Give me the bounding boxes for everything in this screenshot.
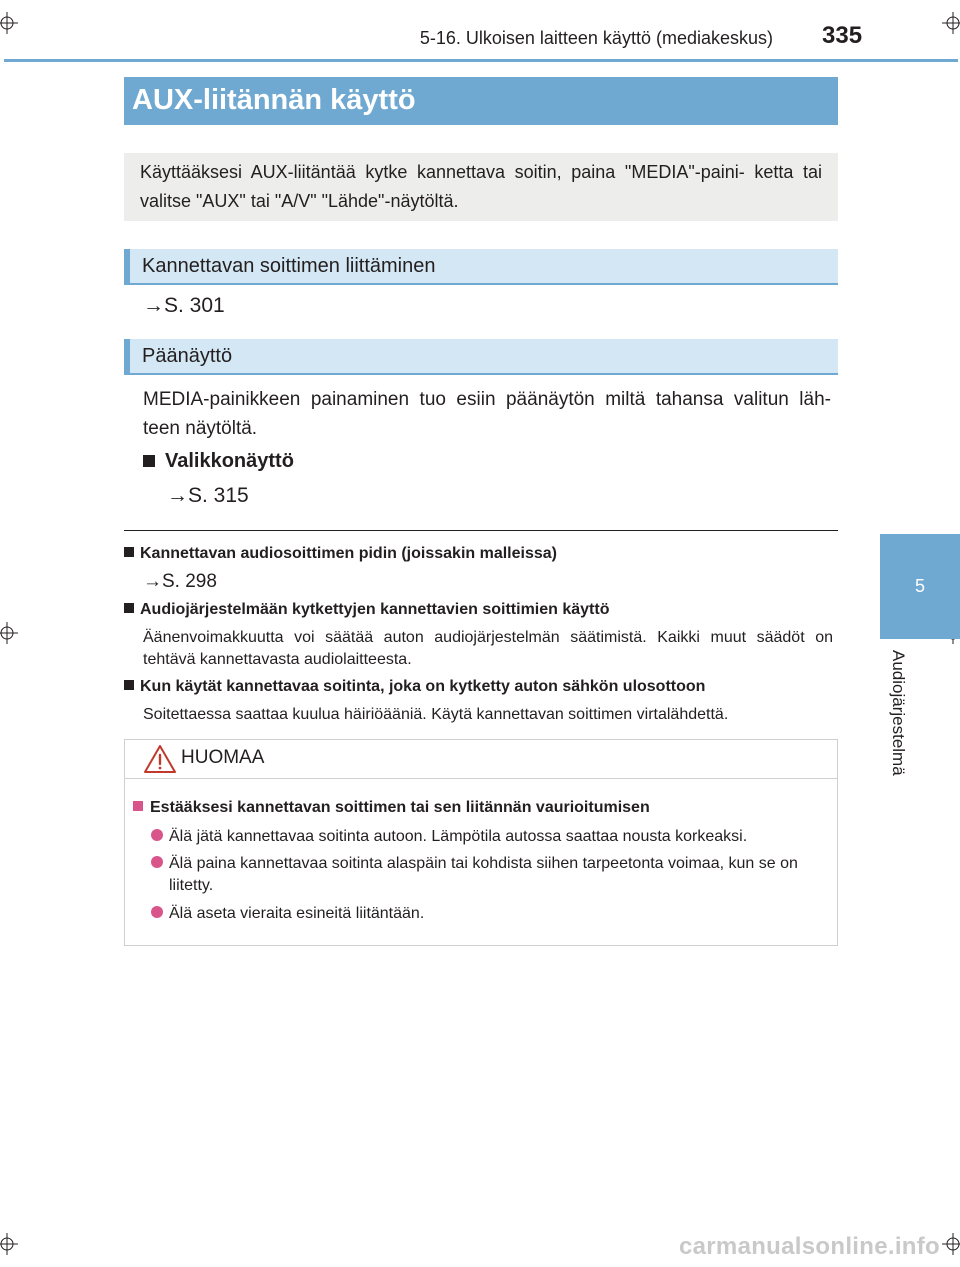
section-heading-main-screen — [124, 339, 838, 375]
page-title: AUX-liitännän käyttö — [132, 84, 416, 116]
chapter-label: Audiojärjestelmä — [889, 650, 908, 776]
crop-mark-top-right — [942, 12, 960, 34]
square-bullet-icon — [124, 680, 134, 690]
bullet-dot-icon — [151, 856, 163, 868]
caution-item: Älä aseta vieraita esineitä liitäntään. — [151, 903, 831, 925]
note-text: Äänenvoimakkuutta voi säätää auton audiojärjestelmän säätimistä. Kaikki muut säädöt on tehtävä kannettavasta audiolaitteesta. — [143, 629, 833, 668]
caution-heading-text: Estääksesi kannettavan soittimen tai sen liitännän vaurioitumisen — [150, 799, 650, 816]
crop-mark-bottom-right — [942, 1233, 960, 1255]
caution-item: Älä jätä kannettavaa soitinta autoon. Lämpötila autossa saattaa nousta korkeaksi. — [151, 826, 831, 848]
watermark: carmanualsonline.info — [679, 1233, 941, 1260]
page-title-bar — [124, 77, 838, 125]
page-reference-link[interactable]: →S. 298 — [143, 571, 217, 592]
bullet-dot-icon — [151, 829, 163, 841]
square-bullet-icon — [124, 547, 134, 557]
square-bullet-icon — [124, 603, 134, 613]
intro-box — [124, 153, 838, 221]
crop-mark-bottom-left — [0, 1233, 18, 1255]
note-heading — [124, 678, 705, 696]
intro-text: Käyttääksesi AUX-liitäntää kytke kannettava soitin, paina "MEDIA"-paini- ketta tai valitse "AUX" tai "A/V" "Lähde"-näytöltä. — [140, 162, 822, 211]
page-reference-link[interactable]: →S. 301 — [143, 294, 225, 317]
caution-label: HUOMAA — [181, 747, 265, 768]
caution-header — [125, 740, 837, 779]
section-heading-connect — [124, 249, 838, 285]
note-heading — [124, 545, 557, 563]
note-heading-text: Audiojärjestelmään kytkettyjen kannettavien soittimien käyttö — [140, 601, 610, 618]
note-text: Soitettaessa saattaa kuulua häiriöääniä. Käytä kannettavan soittimen virtalähdettä. — [143, 706, 729, 723]
note-heading-text: Kun käytät kannettavaa soitinta, joka on kytketty auton sähkön ulosottoon — [140, 678, 706, 695]
page-number: 335 — [822, 22, 863, 49]
chapter-tab[interactable] — [880, 534, 960, 639]
caution-item: Älä paina kannettavaa soitinta alaspäin tai kohdista siihen tarpeetonta voimaa, kun se on liitetty. — [151, 853, 831, 897]
sub-heading — [143, 450, 294, 473]
header-rule — [4, 59, 958, 62]
square-bullet-icon — [143, 455, 155, 467]
chapter-number: 5 — [914, 576, 925, 596]
chapter-side-label — [880, 650, 912, 800]
crop-mark-top-left — [0, 12, 18, 34]
caution-box — [124, 739, 838, 946]
warning-triangle-icon — [143, 744, 177, 774]
section-heading-text: Kannettavan soittimen liittäminen — [142, 255, 436, 277]
bullet-dot-icon — [151, 906, 163, 918]
note-heading-text: Kannettavan audiosoittimen pidin (joissakin malleissa) — [140, 545, 557, 562]
crop-mark-mid-left — [0, 622, 18, 644]
caution-heading — [133, 799, 650, 817]
running-header-title: 5-16. Ulkoisen laitteen käyttö (mediakeskus) — [419, 28, 773, 48]
divider-rule — [124, 530, 838, 531]
section-body-text: MEDIA-painikkeen painaminen tuo esiin päänäytön miltä tahansa valitun läh- teen näytöltä. — [143, 389, 831, 439]
page-reference-link[interactable]: →S. 315 — [167, 484, 249, 507]
note-heading — [124, 601, 609, 619]
square-bullet-icon — [133, 801, 143, 811]
section-heading-text: Päänäyttö — [142, 345, 233, 367]
sub-heading-text: Valikkonäyttö — [165, 450, 294, 472]
